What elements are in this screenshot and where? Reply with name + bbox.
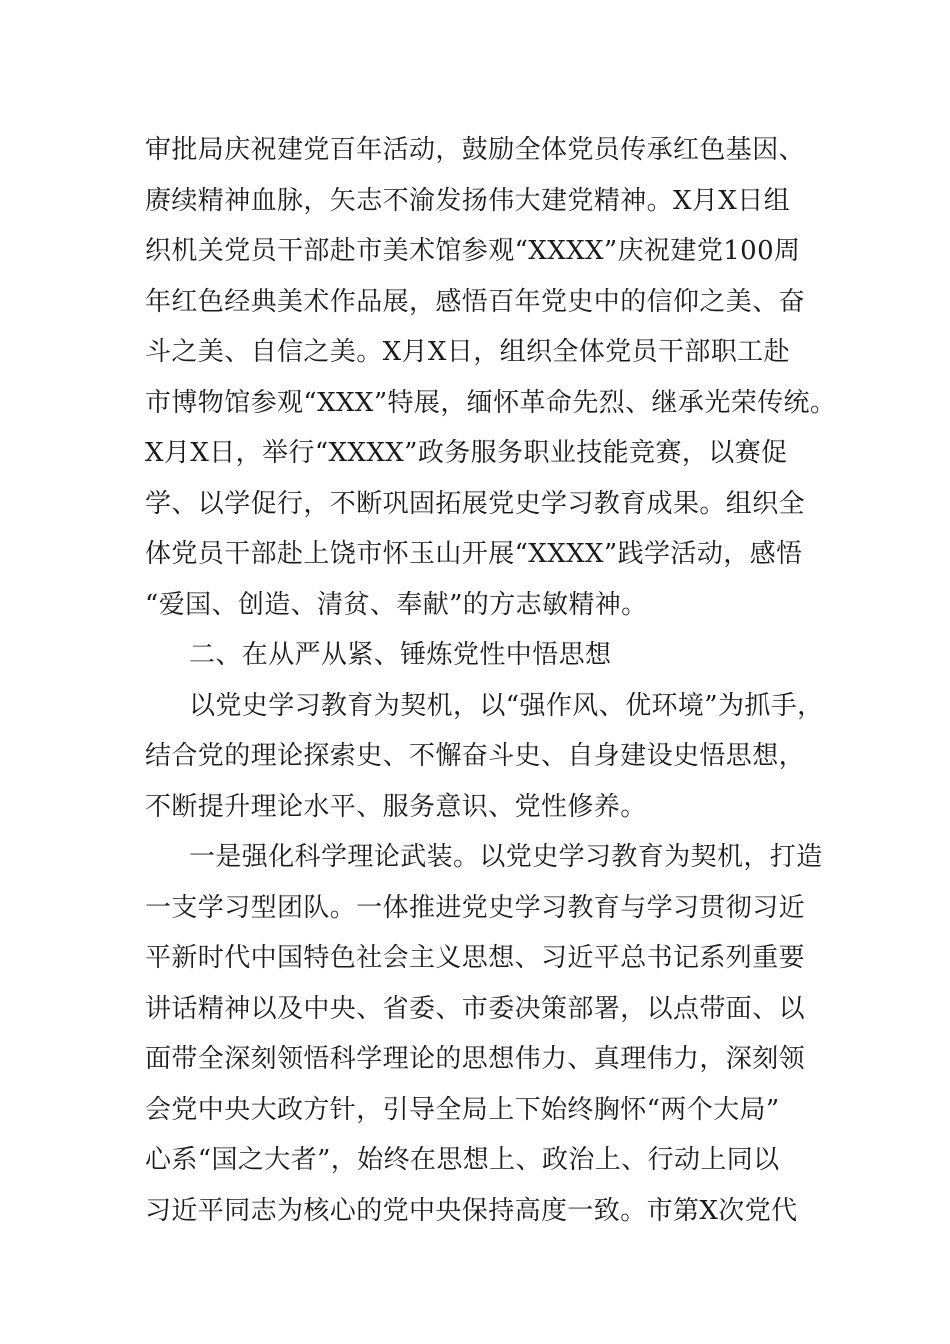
- text-line: 结合党的理论探索史、不懈奋斗史、自身建设史悟思想，: [145, 741, 806, 771]
- text-line: 市博物馆参观“XXX”特展，缅怀革命先烈、继承光荣传统。: [145, 387, 837, 418]
- text-line: 体党员干部赴上饶市怀玉山开展“XXXX”践学活动，感悟: [145, 539, 803, 569]
- text-line: 心系“国之大者”，始终在思想上、政治上、行动上同以: [145, 1145, 780, 1175]
- text-line: 斗之美、自信之美。X月X日，组织全体党员干部职工赴: [145, 337, 791, 367]
- section-heading: 二、在从严从紧、锤炼党性中悟思想: [189, 640, 612, 670]
- text-line: 年红色经典美术作品展，感悟百年党史中的信仰之美、奋: [145, 286, 806, 317]
- text-line: X月X日，举行“XXXX”政务服务职业技能竞赛，以赛促: [145, 438, 788, 468]
- text-line: 审批局庆祝建党百年活动，鼓励全体党员传承红色基因、: [145, 135, 806, 165]
- text-line: 讲话精神以及中央、省委、市委决策部署，以点带面、以: [145, 993, 806, 1024]
- text-line: “爱国、创造、清贫、奉献”的方志敏精神。: [145, 589, 648, 620]
- text-line: 会党中央大政方针，引导全局上下始终胸怀“两个大局”: [145, 1094, 780, 1125]
- text-line: 平新时代中国特色社会主义思想、习近平总书记系列重要: [145, 943, 806, 973]
- text-line: 以党史学习教育为契机，以“强作风、优环境”为抓手，: [189, 690, 824, 721]
- text-line: 织机关党员干部赴市美术馆参观“XXXX”庆祝建党100周: [145, 236, 801, 266]
- text-line: 习近平同志为核心的党中央保持高度一致。市第X次党代: [145, 1195, 798, 1226]
- text-line: 面带全深刻领悟科学理论的思想伟力、真理伟力，深刻领: [145, 1044, 806, 1074]
- text-line: 一支学习型团队。一体推进党史学习教育与学习贯彻习近: [145, 892, 806, 923]
- text-line: 一是强化科学理论武装。以党史学习教育为契机，打造: [189, 842, 823, 872]
- text-line: 赓续精神血脉，矢志不渝发扬伟大建党精神。X月X日组: [145, 185, 791, 216]
- text-line: 不断提升理论水平、服务意识、党性修养。: [145, 791, 647, 822]
- text-line: 学、以学促行，不断巩固拓展党史学习教育成果。组织全: [145, 488, 806, 519]
- document-body: [145, 125, 837, 1236]
